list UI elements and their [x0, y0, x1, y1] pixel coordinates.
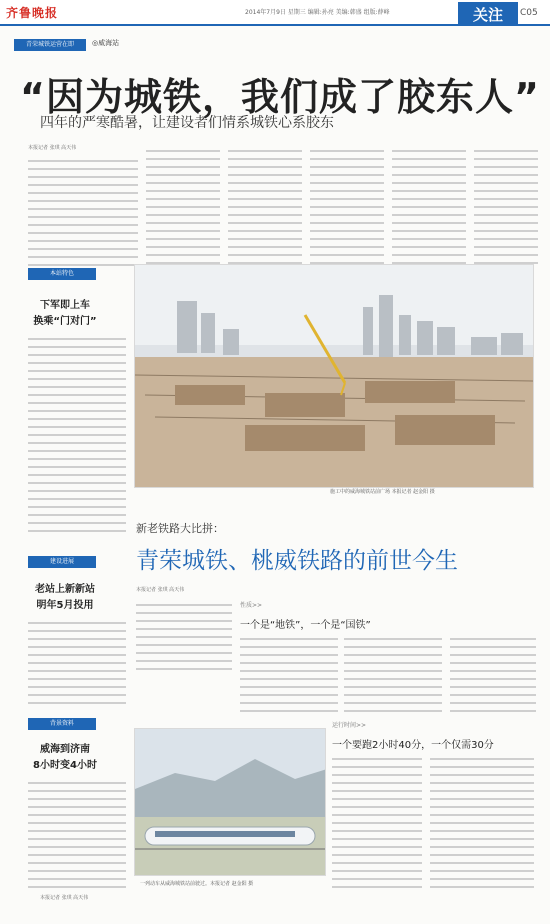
body-text-column-6 — [474, 146, 538, 268]
section-label — [458, 2, 518, 26]
sidebar2-title-line2: 明年5月投用 — [36, 600, 94, 611]
compare-byline: 本报记者 张琪 高天伟 — [136, 587, 185, 593]
newspaper-logo: 齐鲁晚报 — [6, 6, 59, 20]
column-a-kicker: 性质>> — [240, 602, 263, 609]
headline: “因为城铁，我们成了胶东人” — [20, 75, 540, 119]
body-text-column-3 — [228, 146, 302, 268]
column-a-text-3 — [450, 634, 536, 712]
sidebar-body-2 — [28, 618, 126, 710]
column-b-text — [332, 754, 422, 890]
sidebar-title-line1: 下军即上车 — [40, 300, 90, 311]
train-photo — [134, 728, 326, 876]
column-b-text-2 — [430, 754, 534, 890]
section-tab: 青荣城铁运营在即 — [14, 39, 86, 51]
construction-photo-image — [135, 265, 534, 488]
sidebar3-title-line1: 威海到济南 — [40, 744, 90, 755]
column-a-text — [240, 634, 338, 712]
edition-info: 2014年7月9日 星期三 编辑:孙亮 美编:韩盛 组版:薛峰 — [245, 9, 390, 16]
sidebar-tag-background: 背景资料 — [28, 718, 96, 730]
body-text-column-5 — [392, 146, 466, 268]
construction-photo — [134, 264, 534, 488]
sidebar-title-line2: 换乘“门对门” — [33, 316, 97, 327]
subheadline: 四年的严寒酷暑，让建设者们情系城铁心系胶东 — [40, 115, 334, 131]
section-sublabel: ◎威海站 — [92, 39, 120, 47]
sidebar-body-1 — [28, 334, 126, 534]
sidebar2-title-line1: 老站上新新站 — [35, 584, 95, 595]
byline: 本报记者 张琪 高天伟 — [28, 145, 77, 151]
column-a-title: 一个是“地铁”，一个是“国铁” — [240, 620, 371, 631]
sidebar3-byline: 本报记者 张琪 高天伟 — [40, 895, 89, 901]
compare-title: 青荣城铁、桃威铁路的前世今生 — [136, 548, 458, 574]
sidebar-body-3 — [28, 778, 126, 888]
compare-kicker: 新老铁路大比拼： — [136, 522, 224, 535]
body-text-column-4 — [310, 146, 384, 268]
photo-caption: 施工中的威海城铁站前广场 本报记者 赵金阳 摄 — [330, 489, 435, 495]
compare-intro-text — [136, 600, 232, 674]
page-number: C05 — [520, 8, 538, 18]
column-b-kicker: 运行时间>> — [332, 722, 367, 729]
body-text-column-2 — [146, 146, 220, 268]
train-photo-caption: 一列动车从威海城铁站前驶过。本报记者 赵金阳 摄 — [140, 881, 254, 887]
train-photo-image — [135, 729, 326, 876]
body-text-column-1 — [28, 156, 138, 268]
sidebar-tag-feature: 本站特色 — [28, 268, 96, 280]
column-b-title: 一个要跑2小时40分，一个仅需30分 — [332, 740, 494, 751]
sidebar3-title-line2: 8小时变4小时 — [33, 760, 97, 771]
sidebar-tag-progress: 建设进展 — [28, 556, 96, 568]
section-name: 关注 — [472, 5, 503, 24]
column-a-text-2 — [344, 634, 442, 712]
